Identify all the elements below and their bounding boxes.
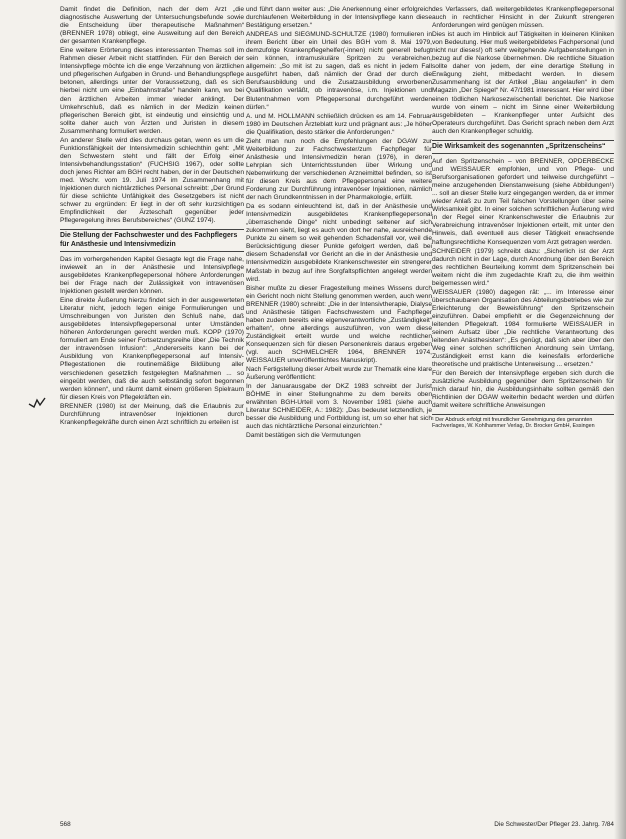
paragraph: SCHNEIDER (1979) schreibt dazu: „Sicherlich ist der Arzt dadurch nicht in der Lage, durch Anordnung über den Bereich des rechtlichen Beurteilung kommt dem Spritzenschein bei weitem nicht die ihm zugedachte Kraft zu, die ihm weithin beigemessen wird.“ [432,247,614,287]
text-column-2 [246,6,432,441]
paragraph: Damit bestätigen sich die Vermutungen [246,432,361,440]
journal-name: Die Schwester/Der Pfleger 23. Jahrg. 7/84 [494,821,614,828]
paragraph: und führt dann weiter aus: „Die Anerkennung einer erfolgreich durchlaufenen Weiterbildung in der Intensivpflege kann diese Bestätigung ersetzen.“ [246,6,432,30]
paragraph: A. und M. HOLLMANN schließlich drücken es am 14. Februar 1980 im Deutschen Ärzteblatt kurz und prägnant aus: „Je höher die Qualifikation, desto stärker die Anforderungen.“ [246,112,432,136]
page-footer [60,820,614,830]
paragraph: Das im vorhergehenden Kapitel Gesagte legt die Frage nahe, inwieweit an in der Anästhesie und Intensivpflege ausgebildetes Krankenpflegepersonal höhere Anforderungen bei der Frage nach der Zulässigkeit von intravenösen Injektionen gestellt werden können. [60,255,244,296]
footnote: ¹ Der Abdruck erfolgt mit freundlicher Genehmigung des genannten Fachverlages, W. Kohlhammer Verlag, Dr. Brocker GmbH, Essingen [432,414,614,430]
section-heading: Die Wirksamkeit des sogenannten „Spritzenscheins“ [432,140,614,154]
text-column-1 [60,6,244,428]
paragraph: Bisher mußte zu dieser Fragestellung meines Wissens durch ein Gericht noch nicht Stellung genommen werden, auch wenn BRENNER (1980) schreibt: „Die in der Intensivtherapie, Dialyse und Anästhesie tätigen Fachschwestern und Fachpfleger haben zudem bereits eine eigenverantwortliche „Zuständigkeit“ erhalten“, ohne allerdings auszuführen, von wem diese Zuständigkeit erteilt wurde und welche rechtlichen Konsequenzen sich für diesen Personenkreis daraus ergeben (vgl. auch SCHMELCHER 1964, BRENNER 1974, WEISSAUER unveröffentlichtes Manuskript). [246,284,432,365]
paragraph: An anderer Stelle wird dies durchaus getan, wenn es um die Funktionsfähigkeit der Intensivmedizin schlechthin geht: „Mit den Schwestern steht und fällt der Erfolg einer Intensivbehandlungsstation“ (FUCHSIG 1967), oder sollte doch jenes Richter am BGH recht haben, der in der Deutschen med. Wschr. vom 19. Juli 1974 im Zusammenhang mit Injektionen durch nichtärztliches Personal schreibt: „Der Grund für diese schlichte Unfähigkeit des Gesetzgebers ist nicht schwer zu ergründen: Er liegt in der oft sehr kurzsichtigen Empfindlichkeit der Ärzteschaft gegenüber jeder Pflegeregelung ihres Berufsbereiches“ (GUNZ 1974). [60,136,244,225]
paragraph: BRENNER (1980) ist der Meinung, daß die Erlaubnis zur Durchführung intravenöser Injektionen durch Krankenpflegekräfte durch einen Arzt schriftlich zu erteilen ist [60,402,244,426]
paragraph: Für den Bereich der Intensivpflege ergeben sich durch die zusätzliche Ausbildung gegenüber dem Spritzenschein für mich darauf hin, die Ausbildungsinhalte sollten gemäß den Richtlinien der DGAW weiterhin bedacht werden und dürfen damit weitere schriftliche Anweisungen [432,370,614,410]
paragraph: Da es sodann einleuchtend ist, daß in der Anästhesie und Intensivmedizin ausgebildetes Krankenpflegepersonal „überraschende Dinge“ nicht unbedingt seltener auf sich zukommen sieht, liegt es auch von dort her nahe, ausreichende Punkte zu einem so weit gehenden Schadensfall vor, weil die Berücksichtigung dieser Punkte gefolgert werden, daß bei diesem Schadensfall vor Gericht an die in der Anästhesie und Intensivmedizin ausgebildete Krankenschwester ein strengerer Maßstab in bezug auf ihre Sorgfaltspflichten angelegt werden wird. [246,203,432,283]
page-number: 568 [60,821,71,828]
text-column-3 [432,6,614,430]
paragraph: In der Januarausgabe der DKZ 1983 schreibt der Jurist BÖHME in einer Stellungnahme zu dem bereits oben erwähnten BGH-Urteil vom 3. November 1981 (siehe auch Literatur SCHNEIDER, A.: 1982): „Das bedeutet letztendlich, je besser die Ausbildung und Fortbildung ist, um so eher hat sich auch das nichtärztliche Personal einzurichten.“ [246,383,432,431]
paragraph: Auf den Spritzenschein – von BRENNER, OPDERBECKE und WEISSAUER empfohlen, und von Pflege- und Berufsorganisationen gefordert und teilweise durchgeführt – meine anzugehenden Dienstanweisung (siehe Abbildungen¹) ... soll an dieser Stelle kurz eingegangen werden, da er immer wieder Anlaß zu zum Teil falschen Vorstellungen über seine Wirksamkeit gibt. In einer solchen schriftlichen Äußerung wird in der Regel einer Krankenschwester die Erlaubnis zur Verabreichung intravenöser Injektionen erteilt, mit unter den Hinweis, daß eventuell aus dieser Tätigkeit erwachsende haftungsrechtliche Konsequenzen vom Arzt getragen werden. [432,158,614,246]
paragraph: WEISSAUER (1980) dagegen rät: „... im Interesse einer überschaubaren Organisation des Abteilungsbetriebes wie zur Erleichterung der Beweisführung“ den Spritzenschein einzuführen. Dabei empfiehlt er die Gegenzeichnung der leitenden Pflegekraft. 1984 formulierte WEISSAUER in seinem Aufsatz über „Die rechtliche Verantwortung des leitenden Anästhesisten“: „Es genügt, daß sich aber über den Weg einer solchen schriftlichen Anordnung sein Umfang, Zuständigkeit ernst kann die keinesfalls erforderliche theoretische und praktische Unterweisung ... ersetzen.“ [432,288,614,369]
paragraph: ANDREAS und SIEGMUND-SCHULTZE (1980) formulieren in ihrem Bericht über ein Urteil des BGH vom 8. Mai 1979, demzufolge Krankenpflegehelfer(-innen) nicht generell befugt sein können, intramuskuläre Spritzen zu verabreichen, allgemein: „So mit ist zu sagen, daß es nicht in jedem Fall ausgeführt haben, daß nämlich der Grad der durch die Berufsausbildung und die Zusatzausbildung erworbenen Qualifikation verläßt, ob intravenöse, i.m. Injektionen und Blutentnahmen vom Pflegepersonal durchgeführt werden dürfen.“ [246,31,432,111]
handwritten-check-icon [28,396,46,410]
paragraph: Dies ist auch im Hinblick auf Tätigkeiten in kleineren Kliniken von Bedeutung. Hier muß weitergebildetes Fachpersonal (und nicht nur dieses!) oft sehr weitgehende Aufgabenstellungen in bezug auf die Narkose übernehmen. Die rechtliche Situation sollte daher von jedem, der eine derartige Stellung in Erwägung zieht, mitbedacht werden. In diesem Zusammenhang ist der Artikel „Blau angelaufen“ in dem Magazin „Der Spiegel“ Nr. 47/1981 interessant. Hier wird über einen tödlichen Narkosezwischenfall berichtet. Die Narkose wurde von einem – nicht im Sinne einer Weiterbildung ausgebildeten – Krankenpfleger unter Aufsicht des Operateurs durchgeführt. Das Gericht sprach neben dem Arzt auch den Krankenpfleger schuldig. [432,31,614,135]
paragraph: Nach Fertigstellung dieser Arbeit wurde zur Thematik eine klare Äußerung veröffentlicht: [246,366,432,382]
section-heading: Die Stellung der Fachschwester und des Fachpflegers für Anästhesie und Intensivmedizin [60,229,244,252]
paragraph: Zieht man nun noch die Empfehlungen der DGAW zur Weiterbildung zur Fachschwester/zum Fachpfleger für Anästhesie und Intensivmedizin heran (1976), in deren Lehrplan sich Unterrichtsstunden über Wirkung und Nebenwirkung der verschiedenen Arzneimittel befinden, so ist für diesen Kreis aus dem Pflegepersonal eine weitere Forderung zur Durchführung intravenöser Injektionen, nämlich der nach Grundkenntnissen in der Pharmakologie, erfüllt. [246,137,432,202]
binding-shadow [614,0,626,839]
paragraph: Eine direkte Äußerung hierzu findet sich in der ausgewerteten Literatur nicht, jedoch legen einige Formulierungen und Umschreibungen von Juristen den Schluß nahe, daß ausgebildetes Intensivpflegepersonal unter Umständen höheren Anforderungen gerecht werden muß. KOPP (1970) formuliert am Ende seiner Fortsetzungsreihe über „Die Technik der intravenösen Infusion“: „Andererseits kann bei der Ausbildung von Krankenpflegepersonal auf Intensiv-Pflegestationen die routinemäßige Bildübung aller verschiedenen gesetzlich festgelegten Maßnahmen ... so eingeübt werden, daß die auch selbständig sofort begonnen werden können“, und räumt damit einem größeren Spielraum für diesen Kreis von Pflegekräften ein. [60,297,244,401]
paragraph: Damit findet die Definition, nach der dem Arzt „die diagnostische Auswertung der Untersuchungsbefunde sowie die Entscheidung über therapeutische Maßnahmen“ (BRENNER 1978) obliegt, eine Ausweitung auf den Bereich der gesamten Krankenpflege. [60,6,244,46]
paragraph: des Verfassers, daß weitergebildetes Krankenpflegepersonal auch in rechtlicher Hinsicht in der Zukunft strengeren Anforderungen wird genügen müssen. [432,6,614,30]
paragraph: Eine weitere Erörterung dieses interessanten Themas soll im Rahmen dieser Arbeit nicht stattfinden. Für den Bereich der Intensivpflege möchte ich die enge Verzahnung von ärztlichen und pflegerischen Aufgaben in Grund- und Behandlungspflege betonen, allerdings unter der Voraussetzung, daß es sich hierbei nicht um eine „Einbahnstraße“ handeln kann, wo bei den ärztlichen Arbeiten immer wieder anklingt. Der Umkehrschluß, daß es nämlich in der Medizin keinen pflegerischen Bereich gibt, ist eindeutig und einsichtig und sollte daher auch von Ärzten und Juristen in diesem Zusammenhang formuliert werden. [60,47,244,135]
